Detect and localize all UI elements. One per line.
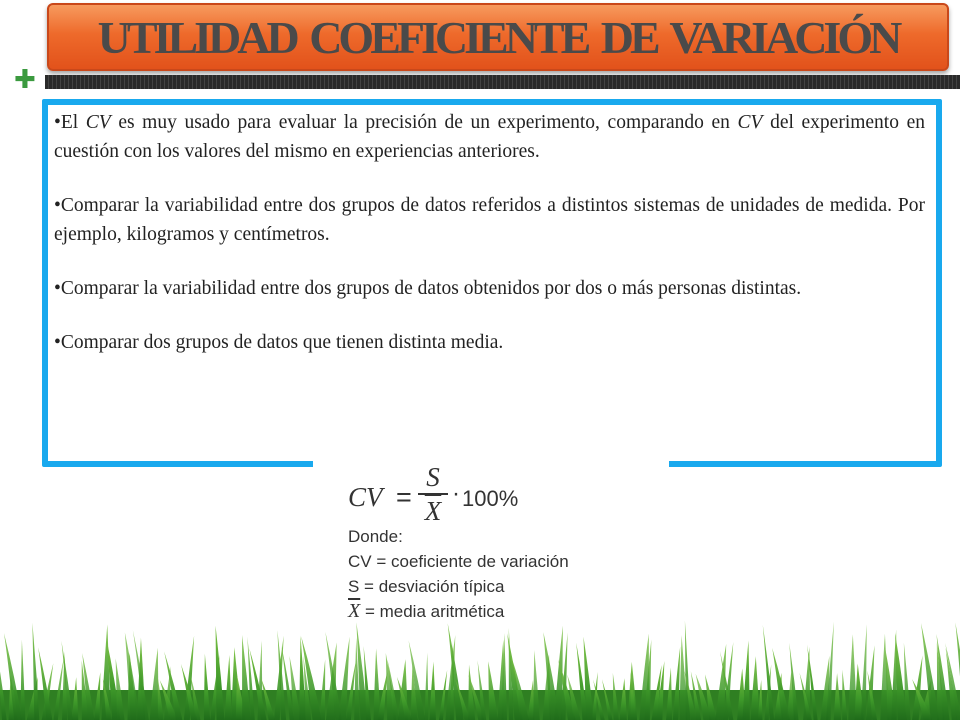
grass-blade bbox=[320, 659, 326, 720]
title-banner bbox=[47, 3, 949, 71]
xbar-symbol: $\overline{X}$ bbox=[348, 600, 361, 622]
formula-legend bbox=[348, 524, 569, 624]
grass-decoration bbox=[0, 620, 960, 720]
bullet-item: •El CV es muy usado para evaluar la precisión de un experimento, comparando en CV del experimento en cuestión con los valores del mismo en experiencias anteriores. bbox=[54, 112, 925, 162]
formula-fraction bbox=[418, 462, 448, 526]
formula-dot: · bbox=[452, 480, 460, 507]
formula-equals: = bbox=[396, 482, 412, 512]
grass-blade bbox=[533, 650, 540, 720]
grass-blade bbox=[116, 658, 125, 720]
title-divider bbox=[45, 75, 960, 89]
legend-cv: CV = coeficiente de variación bbox=[348, 552, 569, 571]
legend-x: $\overline{X}$ = media aritmética bbox=[348, 600, 505, 622]
formula-equation bbox=[348, 462, 628, 526]
grass-blade bbox=[204, 654, 210, 720]
bullet-item: •Comparar la variabilidad entre dos grupos de datos obtenidos por dos o más personas distintas. bbox=[54, 278, 802, 299]
plus-icon: ✚ bbox=[14, 65, 36, 95]
grass-blade bbox=[20, 640, 25, 720]
grass-blade bbox=[861, 624, 867, 720]
slide-title: UTILIDAD COEFICIENTE DE VARIACIÓN bbox=[97, 11, 899, 63]
formula-numerator: S bbox=[426, 462, 440, 492]
grass-blade bbox=[150, 648, 159, 720]
grass-blade bbox=[424, 652, 428, 720]
bullet-item: •Comparar la variabilidad entre dos grupos de datos referidos a distintos sistemas de unidades de medida. Por ejemplo, kilogramos y centímetros. bbox=[54, 195, 925, 245]
formula-denominator: X bbox=[424, 496, 442, 526]
grass-blade bbox=[742, 641, 749, 720]
formula-image bbox=[340, 452, 630, 637]
grass-blade bbox=[750, 656, 759, 720]
grass-blade bbox=[225, 655, 232, 720]
fraction-bar bbox=[418, 493, 448, 495]
formula-percent: 100% bbox=[462, 486, 519, 511]
bullet-list bbox=[54, 108, 925, 382]
legend-s: S = desviación típica bbox=[348, 577, 505, 596]
legend-donde: Donde: bbox=[348, 527, 403, 546]
formula-lhs: CV bbox=[348, 482, 383, 512]
grass-blade bbox=[215, 626, 224, 720]
bullet-item: •Comparar dos grupos de datos que tienen distinta media. bbox=[54, 332, 504, 353]
